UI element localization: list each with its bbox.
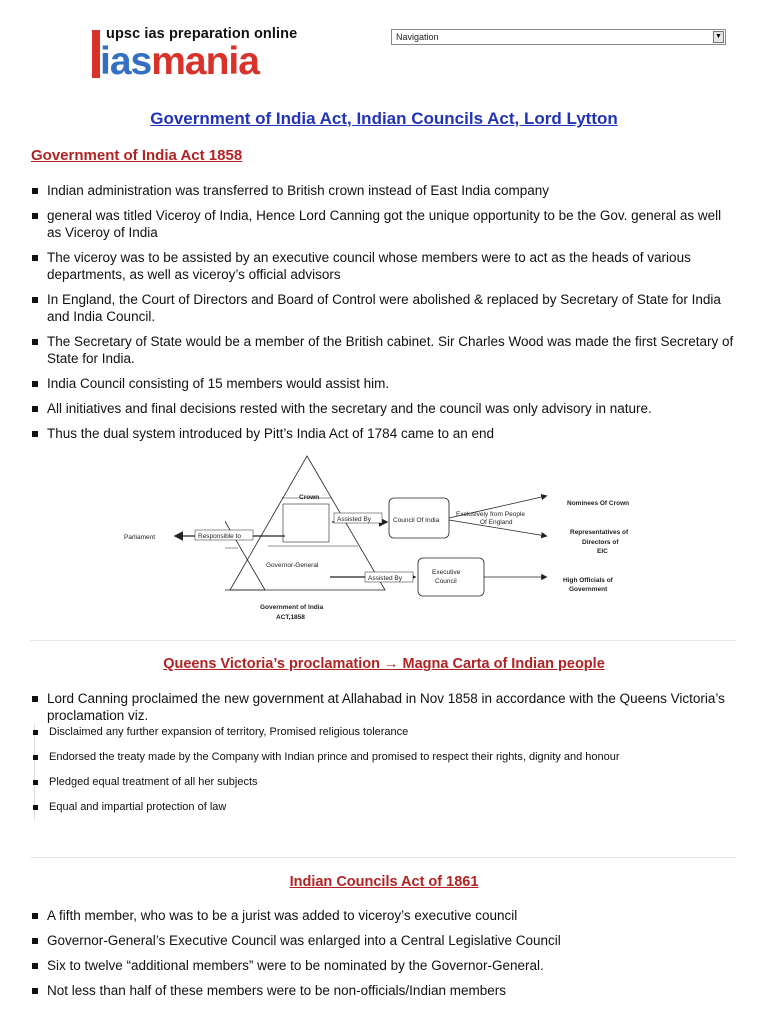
list-item: India Council consisting of 15 members would assist him. [31,375,736,392]
list-item: Endorsed the treaty made by the Company with Indian prince and promised to respect their rights, dignity and honour [31,750,736,764]
list-item: The viceroy was to be assisted by an executive council whose members were to act as the heads of various departments, as well as viceroy’s official advisors [31,249,736,283]
label-executive: Executive [432,569,461,576]
logo-wordmark [100,42,259,82]
list-item: All initiatives and final decisions rested with the secretary and the council was only advisory in nature. [31,400,736,417]
section2-sub-bullet-list [31,725,736,814]
navigation-select[interactable] [391,29,726,45]
list-item: Governor-General’s Executive Council was enlarged into a Central Legislative Council [31,932,736,949]
section2-bullet-list [31,690,736,724]
section-title-queens-proclamation[interactable]: Queens Victoria’s proclamation → Magna Carta of Indian people [163,656,605,672]
caption-line-2: ACT,1858 [276,614,305,621]
list-item: A fifth member, who was to be a jurist was added to viceroy’s executive council [31,907,736,924]
label-high-officials: High Officials of [563,577,613,584]
list-item: Lord Canning proclaimed the new government at Allahabad in Nov 1858 in accordance with the Queens Victoria’s proclamation viz. [31,690,736,724]
list-item: Six to twelve “additional members” were to be nominated by the Governor-General. [31,957,736,974]
label-assisted-by-1: Assisted By [337,516,371,523]
chevron-down-icon[interactable]: ▼ [713,31,724,43]
label-council: Council [435,578,457,585]
label-council-of-india: Council Of India [393,517,440,524]
navigation-select-value: Navigation [396,32,439,42]
list-item: Pledged equal treatment of all her subjects [31,775,736,789]
list-item: general was titled Viceroy of India, Hence Lord Canning got the unique opportunity to be the Gov. general as well as Viceroy of India [31,207,736,241]
page-title[interactable]: Government of India Act, Indian Councils Act, Lord Lytton [150,109,618,128]
list-item: Equal and impartial protection of law [31,800,736,814]
list-item: The Secretary of State would be a member of the British cabinet. Sir Charles Wood was made the first Secretary of State for India. [31,333,736,367]
label-governor-general: Governor-General [266,562,319,569]
section3-bullet-list [31,907,736,999]
executive-council-box [418,558,484,596]
label-eic: EIC [597,548,608,555]
list-item: In England, the Court of Directors and Board of Control were abolished & replaced by Secretary of State for India and India Council. [31,291,736,325]
logo-bar [92,30,100,78]
label-responsible-to: Responsible to [198,533,241,540]
label-crown: Crown [299,494,320,501]
label-nominees-of-crown: Nominees Of Crown [567,500,630,507]
caption-line-1: Government of India [260,604,324,611]
label-assisted-by-2: Assisted By [368,575,402,582]
logo-tagline: upsc ias preparation online [106,26,298,42]
label-representatives: Representatives of [570,529,629,536]
logo-part-ias: ias [100,40,152,83]
label-exclusively-2: Of England [480,519,513,526]
site-logo[interactable] [88,26,328,86]
section-title-indian-councils-act-1861[interactable]: Indian Councils Act of 1861 [289,874,479,890]
divider [30,857,736,858]
label-exclusively-1: Exclusively from People [456,511,525,518]
list-item: Disclaimed any further expansion of territory, Promised religious tolerance [31,725,736,739]
list-item: Indian administration was transferred to British crown instead of East India company [31,182,736,199]
label-government: Government [569,586,608,593]
label-directors-of: Directors of [582,539,619,546]
section1-bullet-list [31,182,736,442]
divider [30,640,736,641]
goi-act-1858-diagram [110,452,650,627]
list-item: Not less than half of these members were to be non-officials/Indian members [31,982,736,999]
logo-part-mania: mania [151,40,259,83]
section-title-goi-act-1858[interactable]: Government of India Act 1858 [31,147,243,164]
label-parliament: Parliament [124,534,156,541]
list-item: Thus the dual system introduced by Pitt’s India Act of 1784 came to an end [31,425,736,442]
